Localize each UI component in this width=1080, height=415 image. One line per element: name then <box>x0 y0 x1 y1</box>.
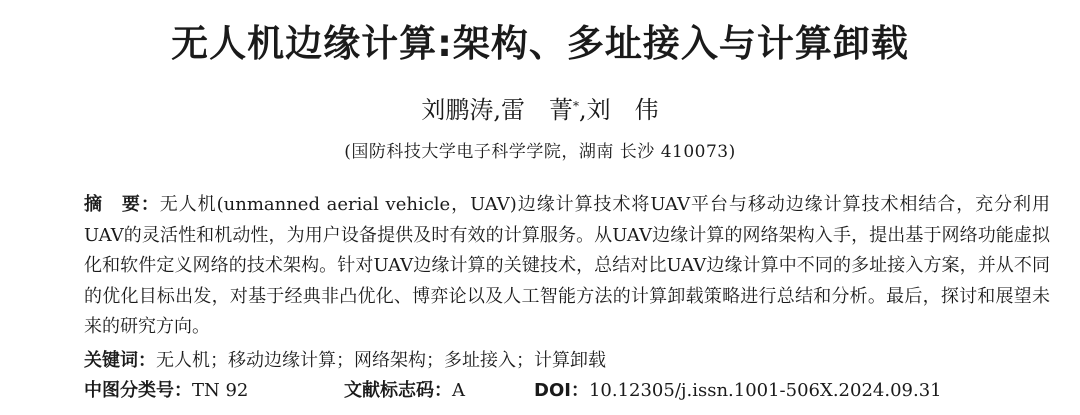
keywords-text: 无人机；移动边缘计算；网络架构；多址接入；计算卸载 <box>156 350 606 371</box>
author-names-1: 刘鹏涛,雷 菁 <box>421 96 573 124</box>
keywords <box>84 347 1050 375</box>
abstract <box>84 190 1050 343</box>
clc-number <box>84 377 248 405</box>
doi-value: 10.12305/j.issn.1001-506X.2024.09.31 <box>588 380 942 401</box>
clc-label: 中图分类号： <box>84 380 192 401</box>
abstract-label: 摘 要： <box>84 194 160 215</box>
doc-code-value: A <box>452 380 465 401</box>
document-code <box>344 377 465 405</box>
doi-label: DOI： <box>534 380 589 401</box>
abstract-text: 无人机(unmanned aerial vehicle，UAV)边缘计算技术将UAV平台与移动边缘计算技术相结合，充分利用UAV的灵活性和机动性，为用户设备提供及时有效的计算服务。从UAV边缘计算的网络架构入手，提出基于网络功能虚拟化和软件定义网络的技术架构。针对UAV边缘计算的关键技术，总结对比UAV边缘计算中不同的多址接入方案，并从不同的优化目标出发，对基于经典非凸优化、博弈论以及人工智能方法的计算卸载策略进行总结和分析。最后，探讨和展望未来的研究方向。 <box>84 194 1050 338</box>
doc-code-label: 文献标志码： <box>344 380 452 401</box>
paper-title: 无人机边缘计算:架构、多址接入与计算卸载 <box>171 22 909 65</box>
author-names-2: ,刘 伟 <box>579 96 659 124</box>
keywords-label: 关键词： <box>84 350 156 371</box>
doi <box>534 377 942 405</box>
corresponding-author-mark: * <box>573 99 579 113</box>
clc-value: TN 92 <box>192 380 249 401</box>
author-line <box>0 92 1080 128</box>
affiliation: (国防科技大学电子科学学院，湖南 长沙 410073) <box>344 142 736 162</box>
